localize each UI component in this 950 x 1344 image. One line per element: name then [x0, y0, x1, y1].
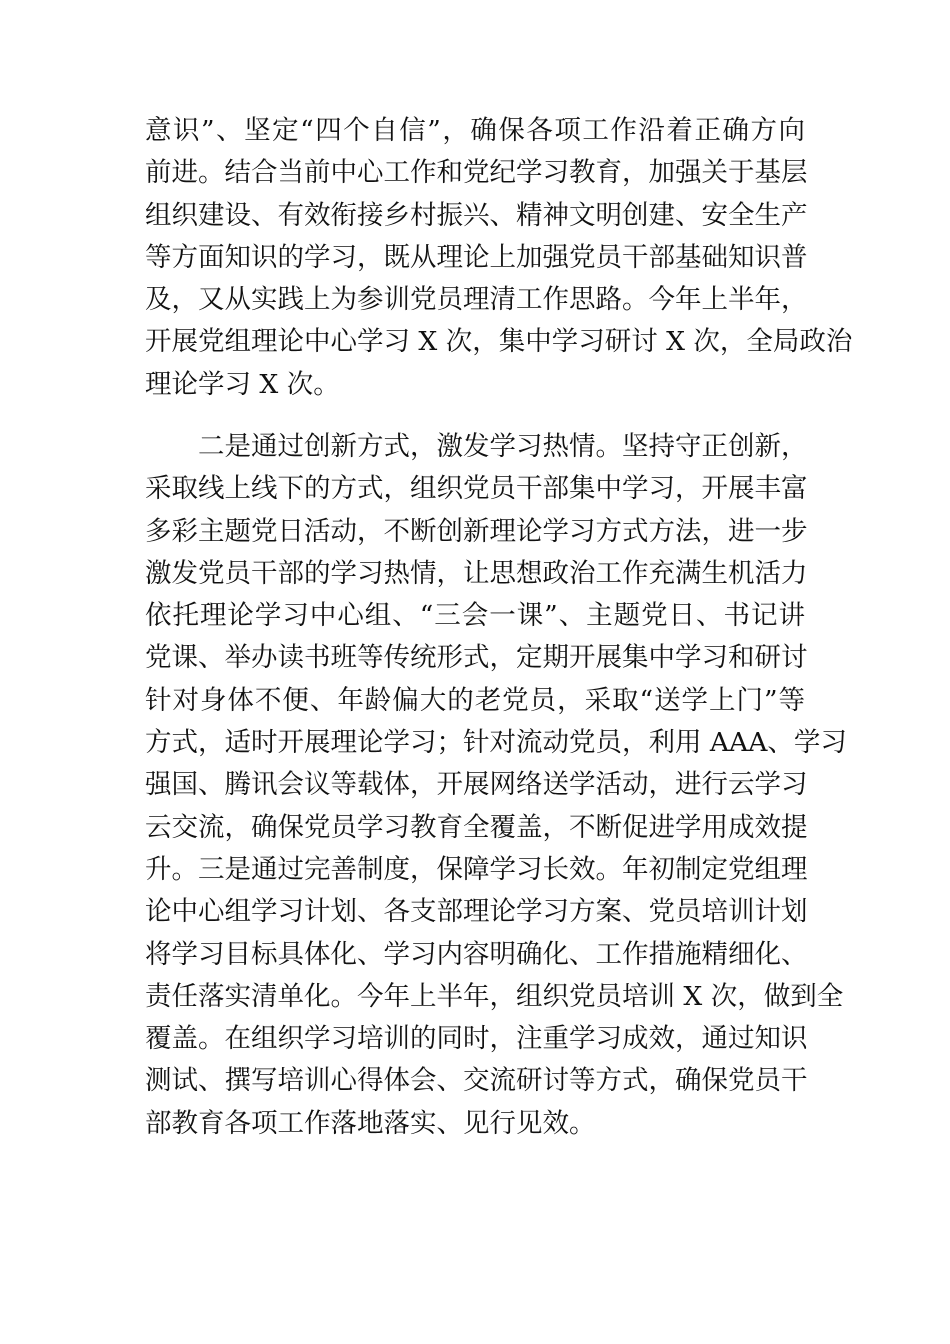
text-line: 党课、举办读书班等传统形式，定期开展集中学习和研讨 [145, 642, 808, 674]
paragraph-2 [145, 426, 847, 1145]
text-line: 方式，适时开展理论学习；针对流动党员，利用 AAA、学习 [145, 727, 847, 759]
text-line: 将学习目标具体化、学习内容明确化、工作措施精细化、 [145, 938, 808, 970]
paragraph-1 [145, 110, 853, 406]
text-line: 前进。结合当前中心工作和党纪学习教育，加强关于基层 [145, 157, 808, 189]
text-line: 及，又从实践上为参训党员理清工作思路。今年上半年， [145, 284, 808, 316]
text-line: 等方面知识的学习，既从理论上加强党员干部基础知识普 [145, 241, 808, 273]
text-line: 开展党组理论中心学习 X 次，集中学习研讨 X 次，全局政治 [145, 326, 853, 358]
text-line: 强国、腾讯会议等载体，开展网络送学活动，进行云学习 [145, 769, 808, 801]
text-line: 覆盖。在组织学习培训的同时，注重学习成效，通过知识 [145, 1023, 808, 1055]
text-line: 责任落实清单化。今年上半年，组织党员培训 X 次，做到全 [145, 980, 844, 1012]
text-line: 二是通过创新方式，激发学习热情。坚持守正创新， [198, 431, 808, 462]
text-line: 针对身体不便、年龄偏大的老党员，采取“送学上门”等 [145, 684, 805, 716]
text-line: 多彩主题党日活动，不断创新理论学习方式方法，进一步 [145, 515, 808, 547]
text-line: 云交流，确保党员学习教育全覆盖，不断促进学用成效提 [145, 811, 808, 843]
text-line: 依托理论学习中心组、“三会一课”、主题党日、书记讲 [145, 600, 805, 632]
text-line: 组织建设、有效衔接乡村振兴、精神文明创建、安全生产 [145, 199, 808, 231]
text-line: 部教育各项工作落地落实、见行见效。 [145, 1107, 596, 1139]
text-line: 升。三是通过完善制度，保障学习长效。年初制定党组理 [145, 853, 808, 885]
text-line: 采取线上线下的方式，组织党员干部集中学习，开展丰富 [145, 473, 808, 505]
text-line: 理论学习 X 次。 [145, 368, 340, 400]
text-line: 测试、撰写培训心得体会、交流研讨等方式，确保党员干 [145, 1065, 808, 1097]
text-line: 激发党员干部的学习热情，让思想政治工作充满生机活力 [145, 557, 808, 589]
text-line: 论中心组学习计划、各支部理论学习方案、党员培训计划 [145, 896, 808, 928]
text-line: 意识”、坚定“四个自信”，确保各项工作沿着正确方向 [145, 115, 805, 146]
